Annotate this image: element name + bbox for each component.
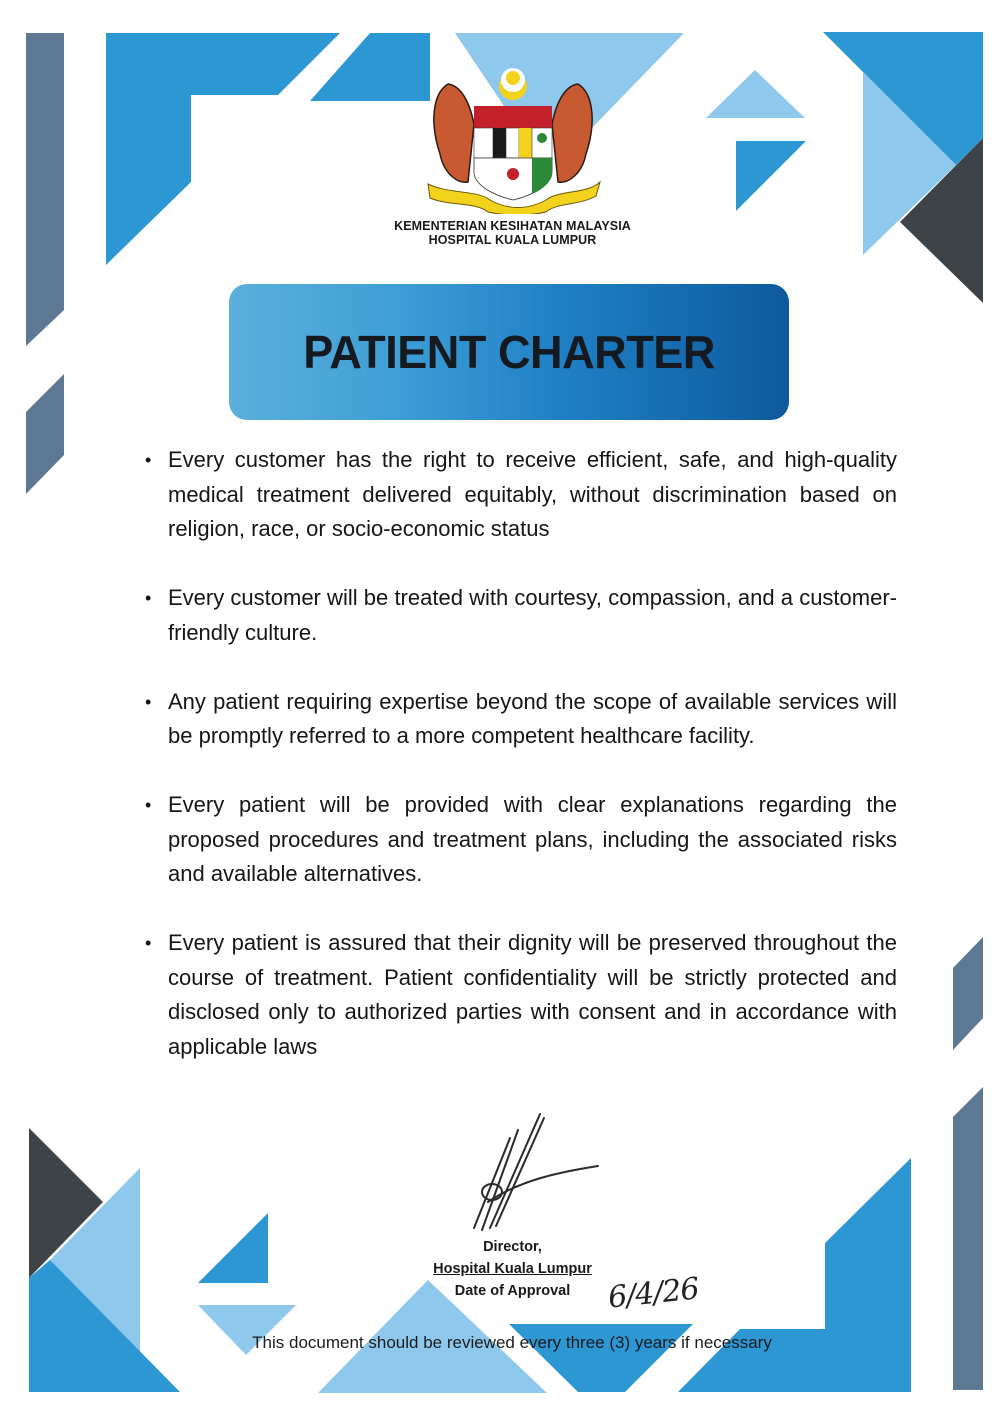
bottom-small-blue-triangle <box>198 1213 268 1283</box>
signature-block <box>410 1236 615 1302</box>
title-banner <box>229 284 789 420</box>
left-slate-bar-top <box>26 33 64 346</box>
charter-item <box>145 581 897 650</box>
top-left-blue-frame <box>106 33 340 265</box>
review-note: This document should be reviewed every three (3) years if necessary <box>252 1333 772 1352</box>
page-title: PATIENT CHARTER <box>303 326 715 378</box>
top-small-blue-triangle <box>736 141 806 211</box>
charter-item <box>145 443 897 547</box>
coat-of-arms-icon <box>418 64 608 214</box>
bullet-icon: • <box>145 691 152 712</box>
bullet-icon: • <box>145 795 152 815</box>
charter-list <box>145 443 897 1099</box>
signatory-title: Director, <box>483 1239 542 1255</box>
charter-item <box>145 685 897 754</box>
handwritten-approval-date: 6/4/26 <box>606 1271 701 1316</box>
charter-item <box>145 926 897 1064</box>
top-small-light-triangle <box>706 70 805 118</box>
signature-icon <box>460 1110 610 1235</box>
bottom-right-blue-frame <box>678 1158 911 1392</box>
right-slate-bar-top <box>953 937 983 1050</box>
charter-item-text: Any patient requiring expertise beyond the scope of available services will be promptly referred to a more competent healthcare facility. <box>168 688 897 748</box>
left-slate-bar-bottom <box>26 374 64 494</box>
bullet-icon: • <box>145 450 152 470</box>
charter-item <box>145 788 897 892</box>
bullet-icon: • <box>145 588 152 608</box>
approval-date-label: Date of Approval <box>454 1283 571 1299</box>
charter-item-text: Every patient will be provided with clear explanations regarding the proposed procedures and treatment plans, including the associated risks and available alternatives. <box>168 792 897 886</box>
bullet-icon: • <box>145 933 152 953</box>
charter-item-text: Every patient is assured that their dignity will be preserved throughout the course of treatment. Patient confidentiality will be strictly protected and disclosed only to authorized parties with consent and in accordance with applicable laws <box>168 930 897 1059</box>
signatory-organization: Hospital Kuala Lumpur <box>433 1261 592 1277</box>
ministry-name: KEMENTERIAN KESIHATAN MALAYSIA <box>394 219 631 233</box>
charter-item-text: Every customer has the right to receive efficient, safe, and high-quality medical treatment delivered equitably, without discrimination based on religion, race, or socio-economic status <box>168 447 897 541</box>
charter-item-text: Every customer will be treated with courtesy, compassion, and a customer-friendly culture. <box>168 585 897 645</box>
organization-header <box>340 219 685 247</box>
hospital-name: HOSPITAL KUALA LUMPUR <box>428 233 597 247</box>
